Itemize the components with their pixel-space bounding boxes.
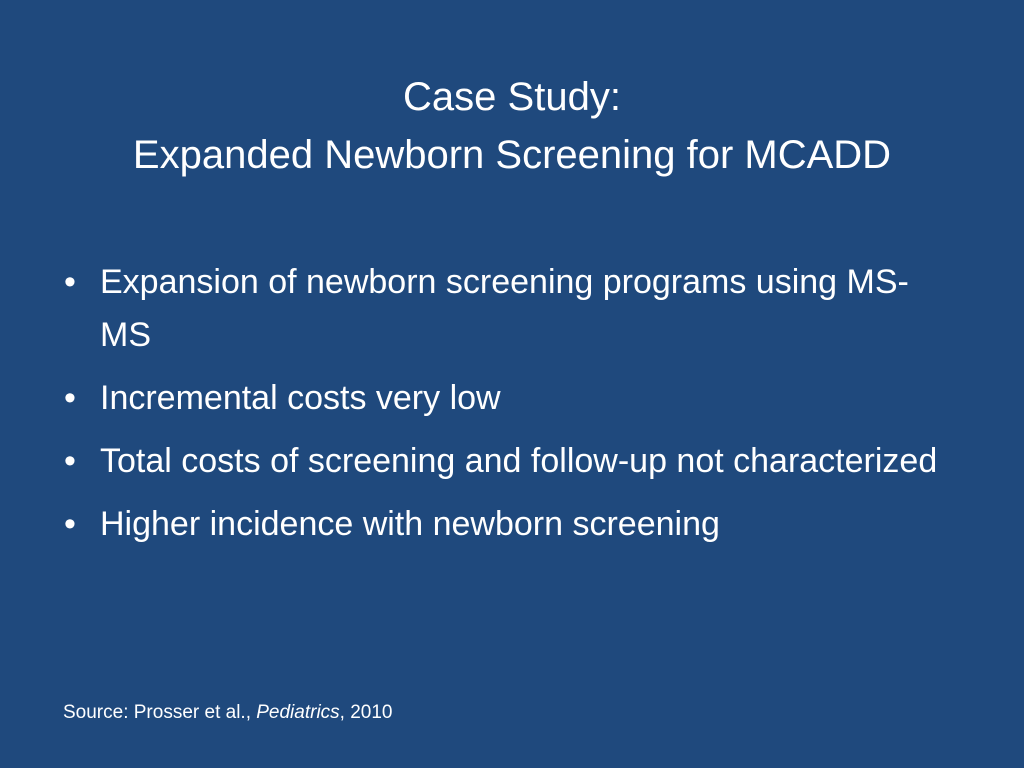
bullet-text: Expansion of newborn screening programs using MS-MS <box>100 263 909 354</box>
bullet-item <box>58 372 958 425</box>
bullet-item <box>58 435 958 488</box>
bullet-dot-icon: • <box>64 263 76 301</box>
source-suffix: , 2010 <box>339 702 393 723</box>
bullet-item <box>58 498 958 551</box>
bullet-item <box>58 256 958 362</box>
title-line-1: Case Study: <box>403 75 621 119</box>
source-prefix: Source: Prosser et al., <box>63 702 257 723</box>
bullet-text: Incremental costs very low <box>100 379 501 417</box>
bullet-text: Higher incidence with newborn screening <box>100 505 720 543</box>
bullet-text: Total costs of screening and follow-up not characterized <box>100 442 938 480</box>
bullet-list <box>58 256 958 561</box>
bullet-dot-icon: • <box>64 505 76 543</box>
bullet-dot-icon: • <box>64 442 76 480</box>
source-journal: Pediatrics <box>256 702 340 723</box>
source-citation <box>63 700 393 726</box>
slide-title <box>0 68 1024 184</box>
title-line-2: Expanded Newborn Screening for MCADD <box>132 133 892 177</box>
bullet-dot-icon: • <box>64 379 76 417</box>
